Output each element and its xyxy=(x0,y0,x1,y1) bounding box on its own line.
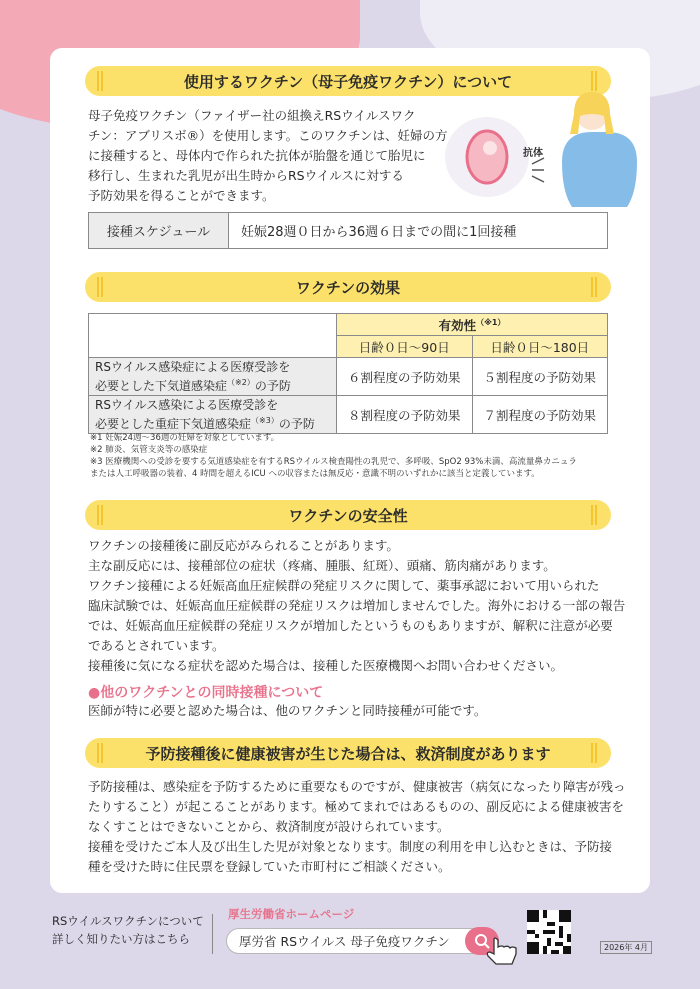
text-line: チン：アブリスボ®）を使用します。このワクチンは、妊婦の方 xyxy=(88,128,448,143)
effect-note-mark: （※1） xyxy=(476,317,506,327)
text-line: ワクチン接種による妊娠高血圧症候群の発症リスクに関して、薬事承認において用いられた xyxy=(88,578,600,593)
mhlw-homepage-label: 厚生労働省ホームページ xyxy=(228,907,355,921)
safety-description xyxy=(88,536,625,676)
search-query-text: 厚労省 RSウイルス 母子免疫ワクチン xyxy=(239,934,450,949)
text-line: 接種を受けたご本人及び出生した児が対象となります。制度の利用を申し込むときは、予防接 xyxy=(88,839,613,854)
col-header-90: 日齢０日～90日 xyxy=(337,336,473,358)
footer-lead-text xyxy=(52,912,204,948)
text-line: 母子免疫ワクチン（ファイザー社の組換えRSウイルスワク xyxy=(88,108,416,123)
empty-header-cell xyxy=(89,314,337,358)
issue-date: 2026年 4月 xyxy=(600,941,652,954)
search-box[interactable] xyxy=(226,928,498,954)
pointing-hand-icon xyxy=(486,936,522,966)
section-title-safety: ワクチンの安全性 xyxy=(85,500,611,530)
text-line: であるとされています。 xyxy=(88,638,225,653)
row-label-text: の予防 xyxy=(278,417,315,431)
mother-body xyxy=(562,132,637,207)
row1-value-90: ６割程度の予防効果 xyxy=(337,358,473,396)
text-line: 接種後に気になる症状を認めた場合は、接種した医療機関へお問い合わせください。 xyxy=(88,658,564,673)
row2-value-90: ８割程度の予防効果 xyxy=(337,396,473,434)
note-mark: （※3） xyxy=(251,416,279,425)
text-line: に接種すると、母体内で作られた抗体が胎盤を通じて胎児に xyxy=(88,148,426,163)
schedule-table xyxy=(88,212,608,249)
text-line: 臨床試験では、妊娠高血圧症候群の発症リスクは増加しませんでした。海外における一部の報告 xyxy=(88,598,626,613)
col-header-180: 日齢０日～180日 xyxy=(472,336,608,358)
vaccine-description xyxy=(88,106,448,206)
text-line: では、妊娠高血圧症候群の発症リスクが増加したというものもありますが、解釈に注意が必要 xyxy=(88,618,613,633)
footnote: ※1 妊娠24週～36週の妊婦を対象としています。 xyxy=(90,433,280,443)
row-label-text: 必要とした重症下気道感染症 xyxy=(95,417,252,431)
effect-table xyxy=(88,313,608,434)
section-title-vaccine: 使用するワクチン（母子免疫ワクチン）について xyxy=(85,66,611,96)
section-title-effect: ワクチンの効果 xyxy=(85,272,611,302)
row-label-text: RSウイルス感染による医療受診を xyxy=(95,398,279,412)
text-line: 医師が特に必要と認めた場合は、他のワクチンと同時接種が可能です。 xyxy=(88,703,487,718)
footer-divider xyxy=(212,914,213,954)
schedule-header: 接種スケジュール xyxy=(89,213,229,248)
row2-label xyxy=(89,396,337,434)
schedule-value: 妊娠28週０日から36週６日までの間に1回接種 xyxy=(241,225,517,240)
row-label-text: RSウイルス感染症による医療受診を xyxy=(95,360,291,374)
footnote: ※3 医療機関への受診を要する気道感染症を有するRSウイルス検査陽性の乳児で、多呼吸、SpO2 93%未満、高流量鼻カニュラ xyxy=(90,457,577,467)
footer-line: 詳しく知りたい方はこちら xyxy=(52,932,190,946)
text-line: たりすること）が起こることがあります。極めてまれではあるものの、副反応による健康被害を xyxy=(88,799,625,814)
relief-description xyxy=(88,777,626,877)
row-label-text: 必要とした下気道感染症 xyxy=(95,379,228,393)
simultaneous-vaccination-text xyxy=(88,701,486,721)
footer-line: RSウイルスワクチンについて xyxy=(52,914,204,928)
text-line: 予防接種は、感染症を予防するために重要なものですが、健康被害（病気になったり障害が残っ xyxy=(88,779,626,794)
antibody-label: 抗体 xyxy=(523,148,543,159)
text-line: 種を受けた時に住民票を登録していた市町村にご相談ください。 xyxy=(88,859,451,874)
footnote: または人工呼吸器の装着、4 時間を超えるICU への収容または無反応・意識不明のいずれかに該当と定義しています。 xyxy=(90,469,540,479)
row2-value-180: ７割程度の予防効果 xyxy=(472,396,608,434)
section-title-relief: 予防接種後に健康被害が生じた場合は、救済制度があります xyxy=(85,738,611,768)
footnote: ※2 肺炎、気管支炎等の感染症 xyxy=(90,445,208,455)
row-label-text: の予防 xyxy=(254,379,291,393)
row1-value-180: ５割程度の予防効果 xyxy=(472,358,608,396)
text-line: 主な副反応には、接種部位の症状（疼痛、腫脹、紅斑）、頭痛、筋肉痛があります。 xyxy=(88,558,556,573)
text-line: なくすことはできないことから、救済制度が設けられています。 xyxy=(88,819,450,834)
effect-header xyxy=(337,314,608,336)
text-line: 移行し、生まれた乳児が出生時からRSウイルスに対する xyxy=(88,168,404,183)
text-line: 予防効果を得ることができます。 xyxy=(88,188,275,203)
row1-label xyxy=(89,358,337,396)
antibody-arrows-icon xyxy=(532,158,544,182)
fetus-icon xyxy=(467,131,507,183)
content-card xyxy=(50,48,650,893)
footnotes xyxy=(90,432,577,480)
simultaneous-vaccination-heading: ●他のワクチンとの同時接種について xyxy=(88,685,324,701)
qr-code[interactable] xyxy=(527,910,571,954)
text-line: ワクチンの接種後に副反応がみられることがあります。 xyxy=(88,538,399,553)
note-mark: （※2） xyxy=(227,378,255,387)
effect-header-text: 有効性 xyxy=(438,317,477,333)
